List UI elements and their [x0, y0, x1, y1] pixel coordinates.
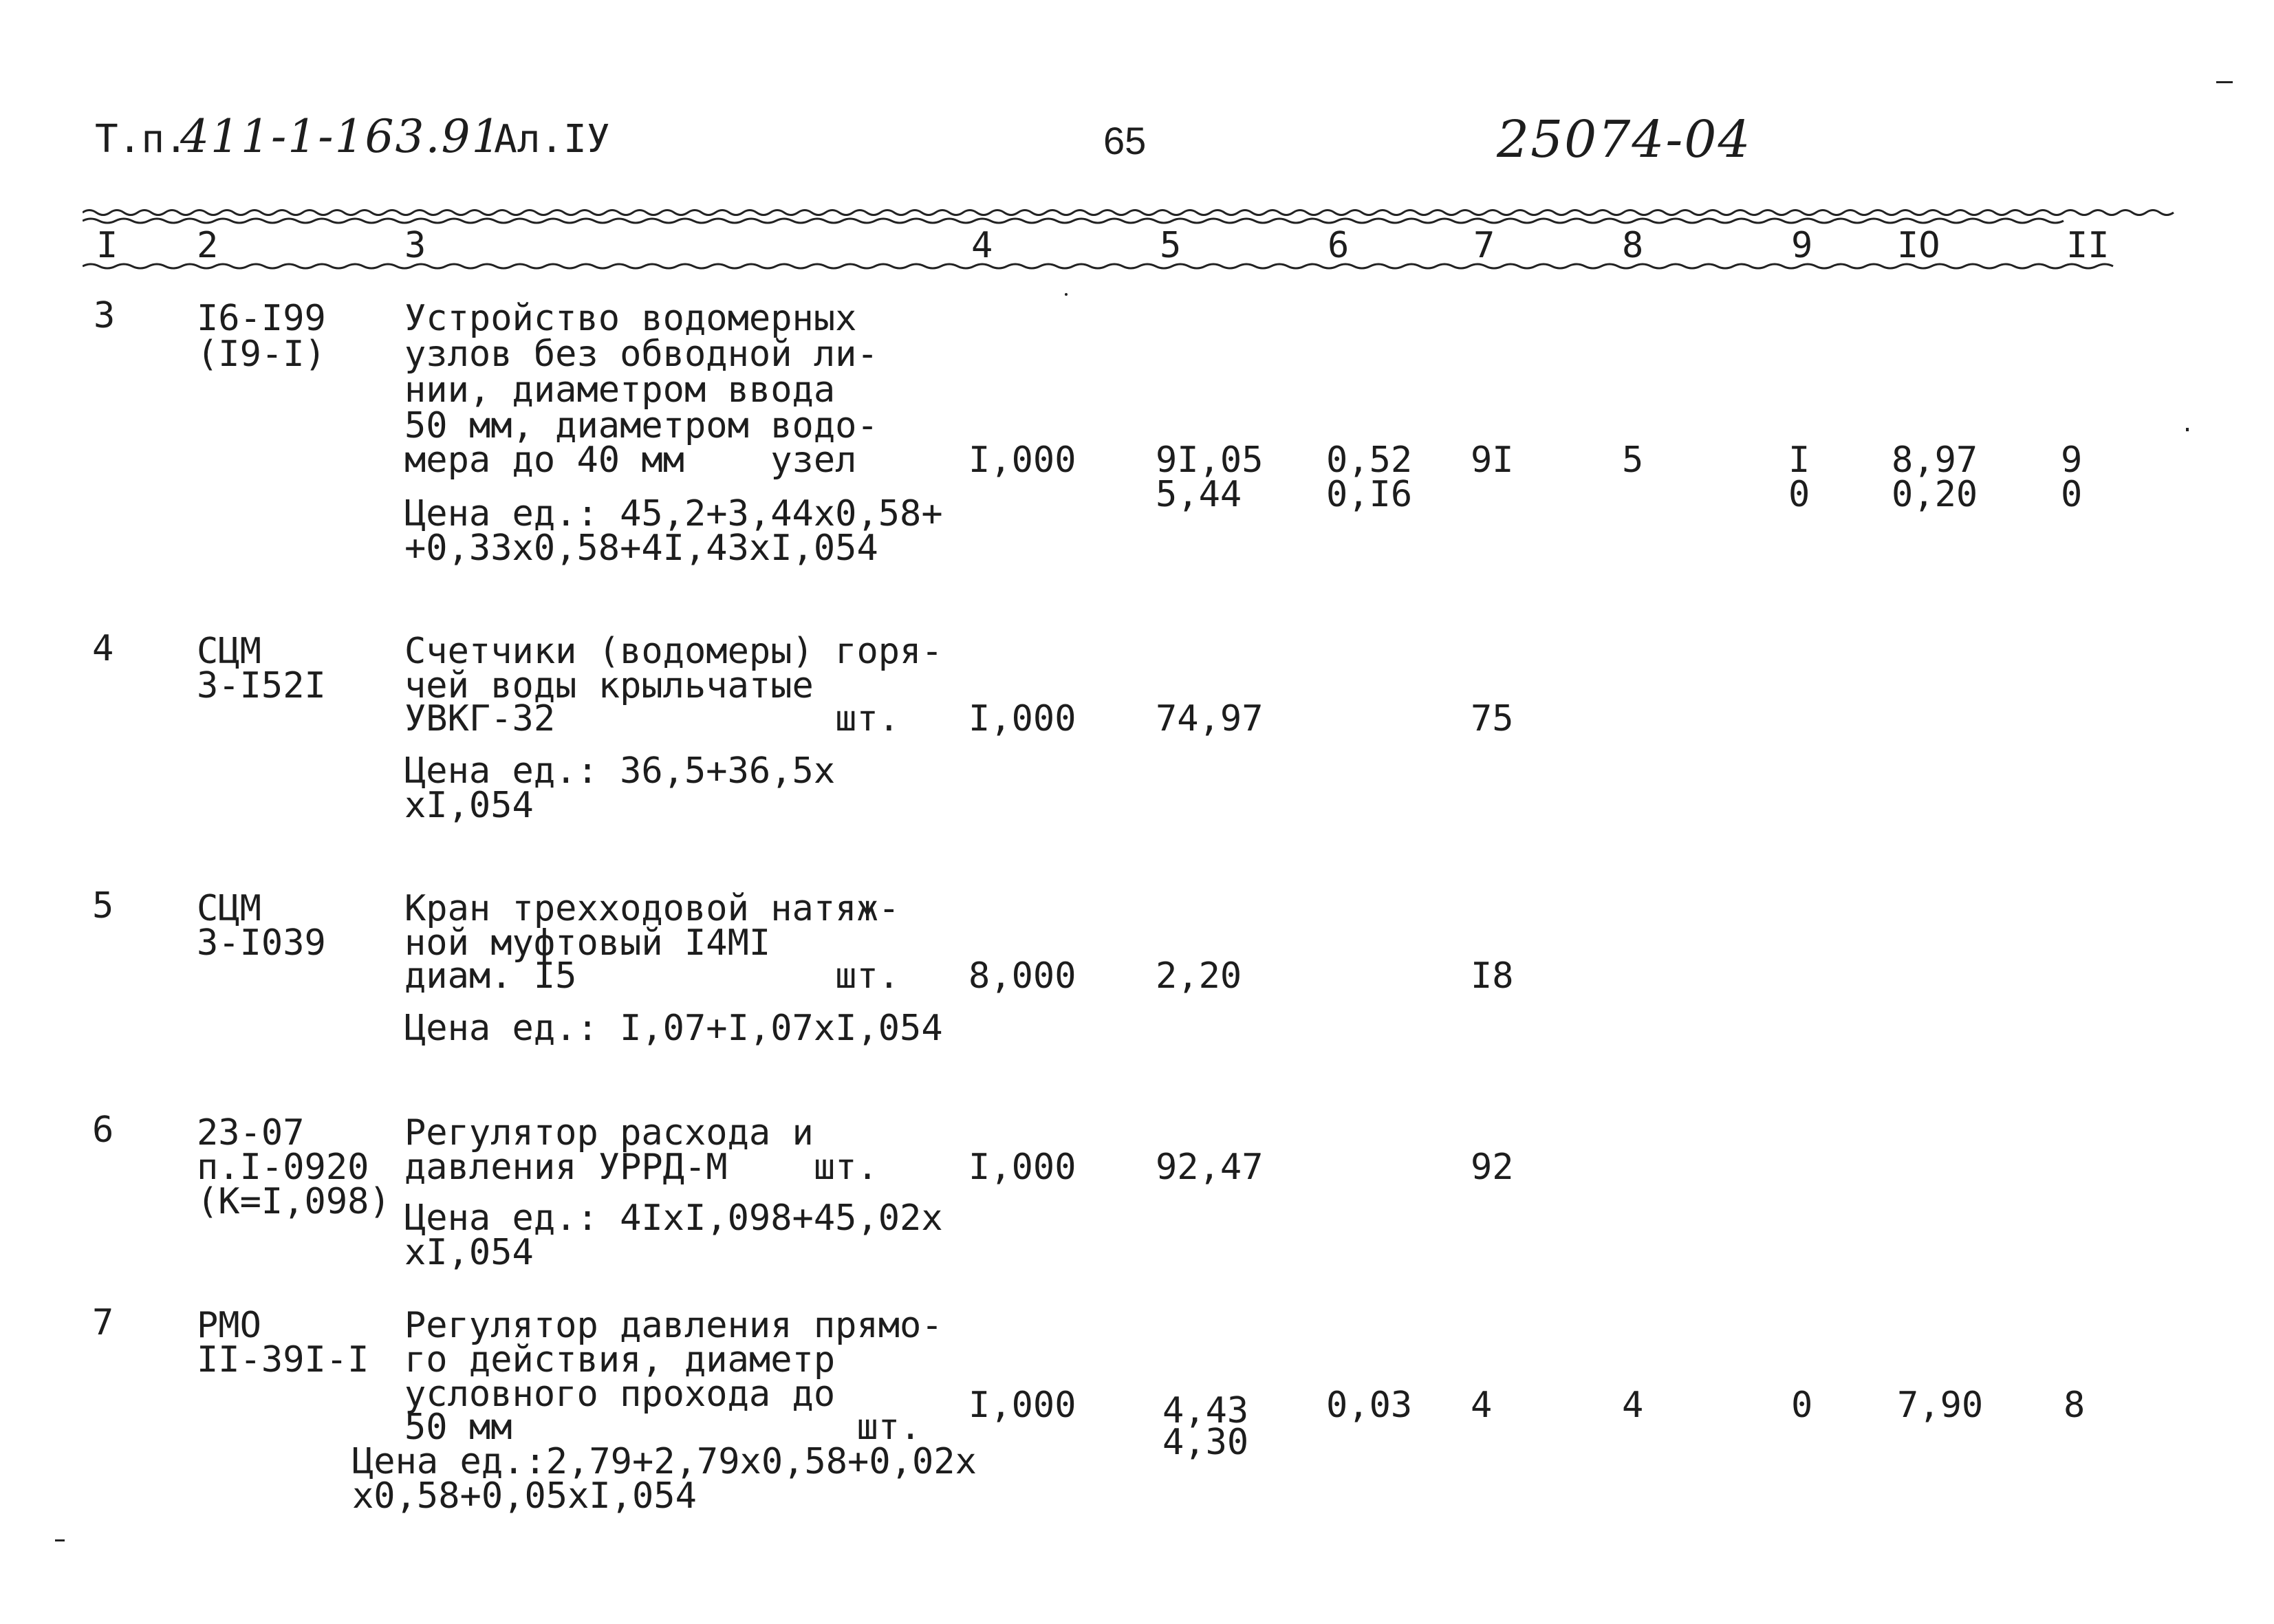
norm-code: (К=I,098) [197, 1181, 391, 1222]
unit-cost-wages: 5,44 [1156, 474, 1242, 515]
description-line: УВКГ-32 шт. [404, 698, 900, 739]
unit-price-formula: Цена ед.:2,79+2,79х0,58+0,02х [352, 1441, 977, 1482]
unit-cost: 4,43 [1162, 1390, 1249, 1431]
row-number: 3 [94, 295, 116, 336]
sheet-label: Ал.IУ [494, 117, 610, 162]
total-machine: I [1788, 440, 1810, 481]
total-machine: 0 [1791, 1385, 1813, 1426]
norm-code: СЦМ [197, 888, 261, 929]
row-number: 4 [92, 628, 114, 669]
labor-total-machine: 0 [2061, 474, 2083, 515]
norm-code: I6-I99 [197, 298, 326, 339]
scan-mark [55, 1539, 65, 1541]
labor-unit-machine: 0,20 [1892, 474, 1978, 515]
description-line: давления УРРД-М шт. [404, 1147, 878, 1188]
col-header-2: 2 [197, 225, 219, 266]
quantity: I,000 [968, 440, 1076, 481]
unit-price-formula: Цена ед.: 4IхI,098+45,02х [404, 1198, 943, 1239]
description-line: 50 мм, диаметром водо- [404, 405, 878, 446]
norm-code: СЦМ [197, 631, 261, 672]
col-header-5: 5 [1160, 225, 1182, 266]
description-line: Устройство водомерных [404, 298, 857, 339]
total-cost: 9I [1471, 440, 1514, 481]
col-header-10: IO [1897, 225, 1940, 266]
col-header-8: 8 [1622, 225, 1644, 266]
page-number: 65 [1103, 119, 1147, 162]
unit-cost: 9I,05 [1156, 440, 1264, 481]
unit-cost: 74,97 [1156, 698, 1264, 739]
machine-cost: 0,03 [1326, 1385, 1413, 1426]
project-number: 411-1-163.91 [180, 110, 502, 163]
col-header-4: 4 [971, 225, 993, 266]
scan-mark [2186, 428, 2189, 431]
norm-code: п.I-0920 [197, 1147, 369, 1188]
description-line: Кран трехходовой натяж- [404, 888, 900, 929]
col-header-3: 3 [404, 225, 426, 266]
description-line: Счетчики (водомеры) горя- [404, 631, 943, 672]
col-header-1: I [96, 225, 118, 266]
unit-cost: 92,47 [1156, 1147, 1264, 1188]
unit-cost: 2,20 [1156, 955, 1242, 997]
total-cost: 92 [1471, 1147, 1514, 1188]
col-header-6: 6 [1328, 225, 1350, 266]
unit-price-formula: Цена ед.: I,07+I,07хI,054 [404, 1008, 943, 1049]
labor-total: 9 [2061, 440, 2083, 481]
unit-price-formula: х0,58+0,05хI,054 [352, 1475, 697, 1517]
total-cost: 75 [1471, 698, 1514, 739]
quantity: 8,000 [968, 955, 1076, 997]
labor-total: 8 [2064, 1385, 2086, 1426]
norm-code: РМО [197, 1305, 261, 1346]
col-header-7: 7 [1473, 225, 1495, 266]
description-line: Регулятор давления прямо- [404, 1305, 943, 1346]
unit-price-formula: хI,054 [404, 785, 534, 826]
machine-cost: 0,52 [1326, 440, 1413, 481]
unit-price-formula: хI,054 [404, 1232, 534, 1273]
row-number: 6 [92, 1109, 114, 1151]
norm-code: 23-07 [197, 1112, 305, 1154]
norm-code: 3-I52I [197, 665, 326, 706]
unit-cost-wages: 4,30 [1162, 1422, 1249, 1463]
description-line: Регулятор расхода и [404, 1112, 814, 1154]
quantity: I,000 [968, 1385, 1076, 1426]
description-line: чей воды крыльчатые [404, 665, 814, 706]
description-line: условного прохода до [404, 1374, 836, 1415]
row-number: 5 [92, 885, 114, 927]
labor-unit: 8,97 [1892, 440, 1978, 481]
quantity: I,000 [968, 698, 1076, 739]
total-machine-wages: 0 [1788, 474, 1810, 515]
col-header-11: II [2066, 225, 2110, 266]
scan-mark [1065, 293, 1068, 296]
row-number: 7 [92, 1302, 114, 1343]
norm-code: (I9-I) [197, 334, 326, 375]
col-header-9: 9 [1791, 225, 1813, 266]
description-line: нии, диаметром ввода [404, 369, 836, 411]
document-code: 25074-04 [1497, 110, 1752, 169]
machine-cost-wages: 0,I6 [1326, 474, 1413, 515]
unit-price-formula: +0,33х0,58+4I,43хI,054 [404, 528, 878, 569]
total-cost: 4 [1471, 1385, 1493, 1426]
header-bottom-rule [83, 260, 2194, 272]
description-line: узлов без обводной ли- [404, 334, 878, 375]
description-line: мера до 40 мм узел [404, 440, 857, 481]
description-line: диам. I5 шт. [404, 955, 900, 997]
header-top-rule-2 [83, 215, 2194, 227]
scan-mark [2216, 81, 2233, 83]
total-wages: 5 [1622, 440, 1644, 481]
unit-price-formula: Цена ед.: 45,2+3,44х0,58+ [404, 493, 943, 534]
quantity: I,000 [968, 1147, 1076, 1188]
total-cost: I8 [1471, 955, 1514, 997]
labor-unit: 7,90 [1897, 1385, 1984, 1426]
norm-code: 3-I039 [197, 922, 326, 964]
doc-prefix: Т.п. [95, 117, 188, 162]
total-wages: 4 [1622, 1385, 1644, 1426]
description-line: ной муфтовый I4МI [404, 922, 771, 964]
norm-code: II-39I-I [197, 1339, 369, 1381]
description-line: го действия, диаметр [404, 1339, 836, 1381]
description-line: 50 мм шт. [404, 1407, 922, 1448]
unit-price-formula: Цена ед.: 36,5+36,5х [404, 750, 836, 792]
